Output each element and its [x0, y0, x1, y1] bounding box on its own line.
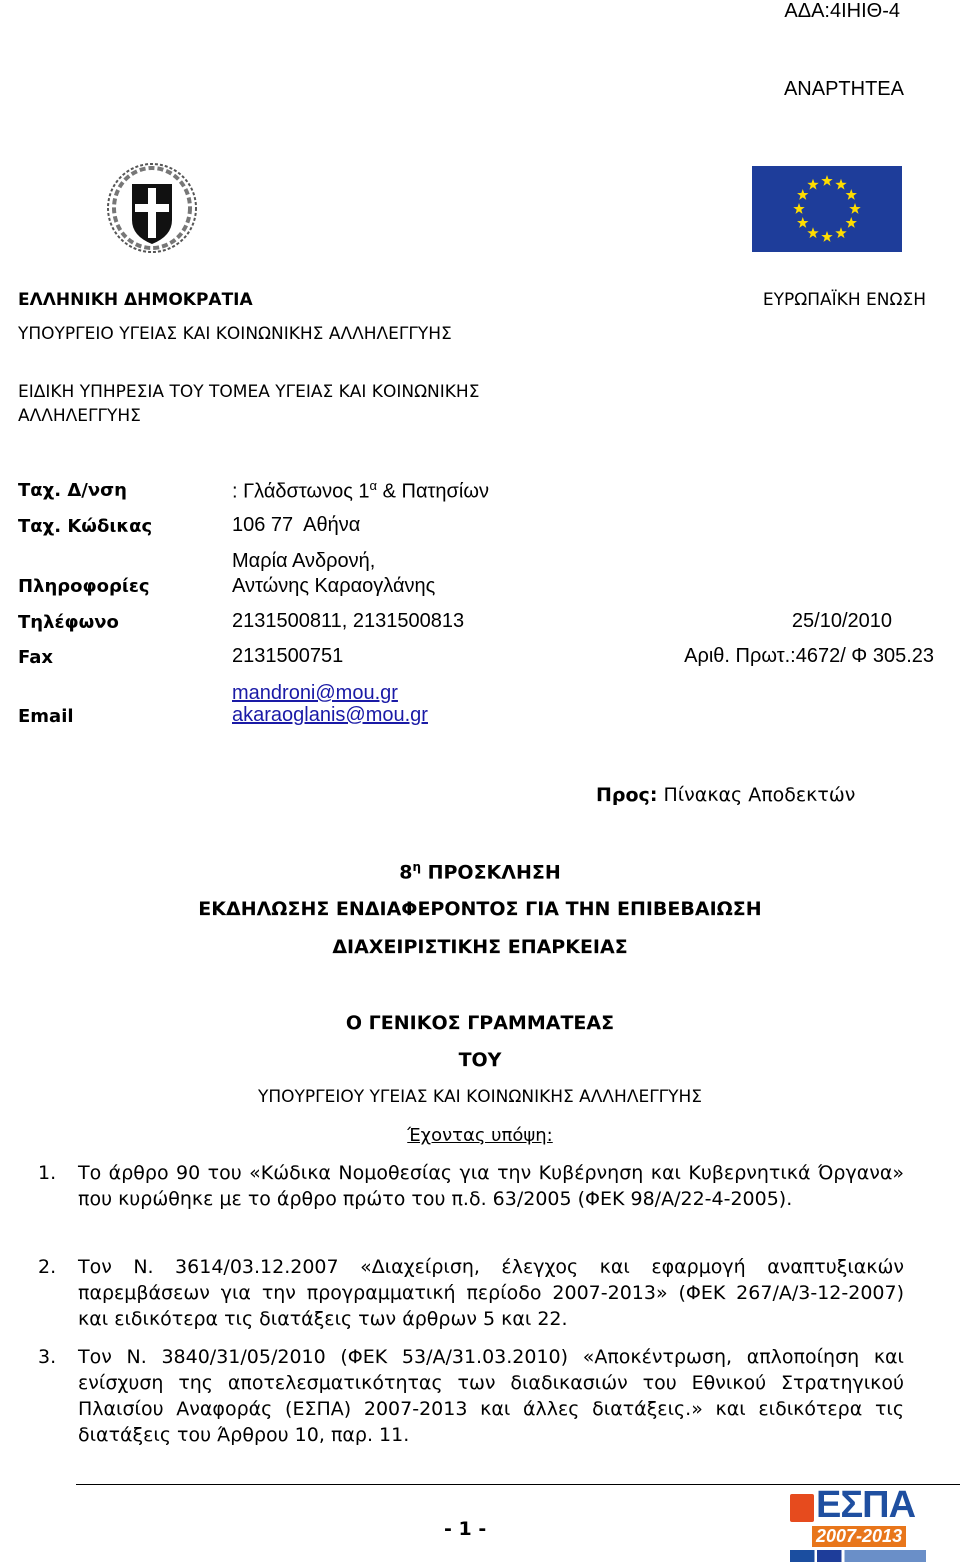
org-line-2: ΥΠΟΥΡΓΕΙΟ ΥΓΕΙΑΣ ΚΑΙ ΚΟΙΝΩΝΙΚΗΣ ΑΛΛΗΛΕΓΓΥΗΣ — [18, 324, 452, 344]
greek-coat-of-arms-logo — [104, 160, 200, 256]
email-label: Email — [18, 706, 74, 727]
org-line-3: ΕΙΔΙΚΗ ΥΠΗΡΕΣΙΑ ΤΟΥ ΤΟΜΕΑ ΥΓΕΙΑΣ ΚΑΙ ΚΟΙΝΩΝΙΚΗΣ — [18, 382, 480, 402]
list-item-1 — [38, 1160, 904, 1212]
eu-label: ΕΥΡΩΠΑΪΚΗ ΕΝΩΣΗ — [762, 290, 926, 310]
recipient-line — [596, 784, 855, 806]
zip-value: 106 77 Αθήνα — [232, 514, 361, 536]
title-line-2: ΕΚΔΗΛΩΣΗΣ ΕΝΔΙΑΦΕΡΟΝΤΟΣ ΓΙΑ ΤΗΝ ΕΠΙΒΕΒΑΙΩΣΗ — [198, 898, 762, 920]
list-item-number: 2. — [38, 1256, 57, 1278]
list-item-text: Τον Ν. 3614/03.12.2007 «Διαχείριση, έλεγχος και εφαρμογή αναπτυξιακών παρεμβάσεων για την προγραμματική περίοδο 2007-2013» (ΦΕΚ 267/Α/3-12-2007) και ειδικότερα τις διατάξεις των άρθρων 5 και 22. — [78, 1256, 904, 1330]
list-item-text: Το άρθρο 90 του «Κώδικα Νομοθεσίας για την Κυβέρνηση και Κυβερνητικά Όργανα» που κυρώθηκε με το άρθρο πρώτο του π.δ. 63/2005 (ΦΕΚ 98/Α/22-4-2005). — [78, 1162, 904, 1210]
phone-label: Τηλέφωνο — [18, 612, 119, 633]
espa-logo: ΕΣΠΑ 2007-2013 — [790, 1488, 930, 1564]
info-value-2: Αντώνης Καραογλάνης — [232, 575, 436, 597]
page-number: - 1 - — [444, 1518, 487, 1540]
info-value-1: Μαρία Ανδρονή, — [232, 550, 376, 572]
list-item-text: Τον Ν. 3840/31/05/2010 (ΦΕΚ 53/Α/31.03.2010) «Αποκέντρωση, απλοποίηση και ενίσχυση της αποτελεσματικότητας των διαδικασιών του Εθνικού Στρατηγικού Πλαισίου Αναφοράς (ΕΣΠΑ) 2007-2013 και άλλες διατάξεις.» και ειδικότερα τις διατάξεις του Άρθρου 10, παρ. 11. — [78, 1346, 904, 1446]
document-date: 25/10/2010 — [791, 610, 892, 632]
email-link-1[interactable]: mandroni@mou.gr — [232, 682, 398, 704]
espa-flags-strip — [790, 1550, 926, 1562]
list-item-number: 1. — [38, 1162, 57, 1184]
info-label: Πληροφορίες — [18, 576, 150, 597]
email-link-2[interactable]: akaraoglanis@mou.gr — [232, 704, 428, 726]
fax-label: Fax — [18, 647, 53, 668]
list-item-number: 3. — [38, 1346, 57, 1368]
address-label: Ταχ. Δ/νση — [18, 480, 127, 501]
protocol-number: Αριθ. Πρωτ.:4672/ Φ 305.23 — [684, 645, 934, 667]
considering-heading: Έχοντας υπόψη: — [407, 1125, 553, 1146]
zip-label: Ταχ. Κώδικας — [18, 516, 153, 537]
address-value: : Γλάδστωνος $1^\alpha$ & Πατησίων — [232, 478, 489, 503]
org-line-1: ΕΛΛΗΝΙΚΗ ΔΗΜΟΚΡΑΤΙΑ — [18, 290, 253, 310]
signatory-line-3: ΥΠΟΥΡΓΕΙΟΥ ΥΓΕΙΑΣ ΚΑΙ ΚΟΙΝΩΝΙΚΗΣ ΑΛΛΗΛΕΓΓΥΗΣ — [257, 1087, 703, 1107]
signatory-line-2: ΤΟΥ — [458, 1049, 502, 1071]
recipient-value: Πίνακας Αποδεκτών — [657, 784, 856, 806]
title-line-3: ΔΙΑΧΕΙΡΙΣΤΙΚΗΣ ΕΠΑΡΚΕΙΑΣ — [332, 936, 628, 958]
recipient-label: Προς: — [596, 784, 658, 806]
espa-flame-icon — [790, 1494, 814, 1522]
title-line-1: $8^\eta$ ΠΡΟΣΚΛΗΣΗ — [399, 860, 561, 884]
list-item-3 — [38, 1344, 904, 1448]
fax-value: 2131500751 — [232, 645, 344, 667]
org-line-4: ΑΛΛΗΛΕΓΓΥΗΣ — [18, 406, 141, 426]
ada-code: ΑΔΑ:4ΙΗΙΘ-4 — [784, 0, 900, 22]
publish-notice: ΑΝΑΡΤΗΤΕΑ — [783, 78, 904, 100]
list-item-2 — [38, 1254, 904, 1332]
eu-flag-logo — [752, 166, 902, 252]
phone-value: 2131500811, 2131500813 — [232, 610, 465, 632]
signatory-line-1: Ο ΓΕΝΙΚΟΣ ΓΡΑΜΜΑΤΕΑΣ — [345, 1012, 615, 1034]
